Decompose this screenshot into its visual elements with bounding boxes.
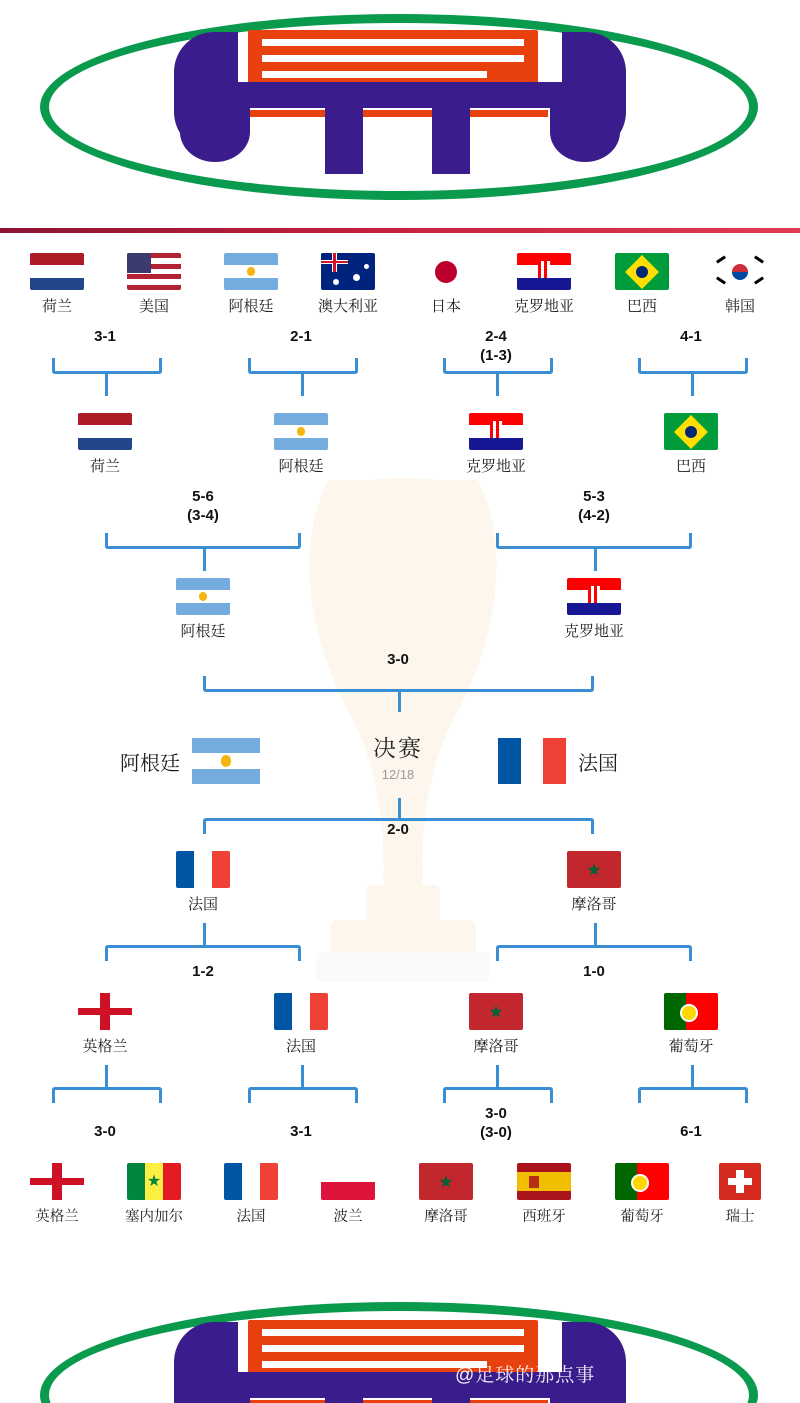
team-netherlands-r16: 荷兰 <box>7 253 107 316</box>
team-spain-r16: 西班牙 <box>494 1163 594 1226</box>
flag-portugal-icon <box>615 1163 669 1200</box>
team-croatia-qf: 克罗地亚 <box>446 413 546 476</box>
score-sf-bottom: 2-0 <box>387 821 409 838</box>
connector-r16-4 <box>638 358 748 374</box>
connector-stem-8 <box>398 798 401 818</box>
flag-usa-icon <box>127 253 181 290</box>
final-team-left <box>120 738 260 784</box>
connector-r16-2 <box>248 358 358 374</box>
team-argentina-r16: 阿根廷 <box>201 253 301 316</box>
team-netherlands-qf: 荷兰 <box>55 413 155 476</box>
score-r16-7: 3-0 (3-0) <box>480 1105 512 1141</box>
team-portugal-r16: 葡萄牙 <box>592 1163 692 1226</box>
team-australia-r16: 澳大利亚 <box>298 253 398 316</box>
connector-qf-1 <box>105 533 301 549</box>
watermark-text: @足球的那点事 <box>455 1365 596 1386</box>
connector-stem-2 <box>301 374 304 396</box>
connector-r16-8 <box>638 1087 748 1103</box>
connector-stem-10 <box>594 923 597 945</box>
team-south-korea-r16: 韩国 <box>690 253 790 316</box>
flag-netherlands-icon <box>78 413 132 450</box>
connector-r16-7 <box>443 1087 553 1103</box>
connector-stem-11 <box>105 1065 108 1087</box>
team-senegal-r16: ★ 塞内加尔 <box>104 1163 204 1226</box>
score-qf-3: 1-2 <box>192 963 214 980</box>
logo-mark-icon <box>170 1314 630 1403</box>
team-france-sf: 法国 <box>153 851 253 914</box>
team-croatia-r16: 克罗地亚 <box>494 253 594 316</box>
team-japan-r16: 日本 <box>396 253 496 316</box>
score-r16-8: 6-1 <box>680 1123 702 1140</box>
team-usa-r16: 美国 <box>104 253 204 316</box>
connector-stem-5 <box>203 549 206 571</box>
flag-netherlands-icon <box>30 253 84 290</box>
connector-stem-1 <box>105 374 108 396</box>
score-sf-top: 3-0 <box>387 651 409 668</box>
flag-south-korea-icon <box>713 253 767 290</box>
team-argentina-sf: 阿根廷 <box>153 578 253 641</box>
final-team-right <box>498 738 618 784</box>
flag-switzerland-icon <box>719 1163 761 1200</box>
team-brazil-qf: 巴西 <box>641 413 741 476</box>
connector-stem-7 <box>398 692 401 712</box>
score-r16-5: 3-0 <box>94 1123 116 1140</box>
flag-brazil-icon <box>615 253 669 290</box>
team-poland-r16: 波兰 <box>298 1163 398 1226</box>
team-france-r16: 法国 <box>201 1163 301 1226</box>
final-left-name: 阿根廷 <box>120 752 180 775</box>
connector-r16-6 <box>248 1087 358 1103</box>
connector-stem-14 <box>691 1065 694 1087</box>
flag-croatia-icon <box>469 413 523 450</box>
connector-qf-2 <box>496 533 692 549</box>
score-r16-3: 2-4 (1-3) <box>480 328 512 364</box>
team-england-r16: 英格兰 <box>7 1163 107 1226</box>
flag-france-icon <box>274 993 328 1030</box>
team-england-qf: 英格兰 <box>55 993 155 1056</box>
connector-stem-6 <box>594 549 597 571</box>
team-france-qf: 法国 <box>251 993 351 1056</box>
flag-brazil-icon <box>664 413 718 450</box>
flag-england-icon <box>30 1163 84 1200</box>
team-croatia-sf: 克罗地亚 <box>544 578 644 641</box>
flag-morocco-icon: ★ <box>419 1163 473 1200</box>
team-morocco-qf: ★ 摩洛哥 <box>446 993 546 1056</box>
connector-r16-5 <box>52 1087 162 1103</box>
flag-argentina-icon <box>176 578 230 615</box>
flag-france-icon <box>498 738 566 784</box>
score-qf-1: 5-6 (3-4) <box>187 488 219 524</box>
flag-morocco-icon: ★ <box>469 993 523 1030</box>
tournament-bracket <box>0 233 800 1290</box>
team-argentina-qf: 阿根廷 <box>251 413 351 476</box>
footer-logo-band <box>0 1290 800 1403</box>
connector-r16-1 <box>52 358 162 374</box>
logo-mark-icon <box>170 24 630 174</box>
score-r16-6: 3-1 <box>290 1123 312 1140</box>
team-portugal-qf: 葡萄牙 <box>641 993 741 1056</box>
connector-r16-3 <box>443 358 553 374</box>
flag-morocco-icon: ★ <box>567 851 621 888</box>
connector-qf-3 <box>105 945 301 961</box>
team-brazil-r16: 巴西 <box>592 253 692 316</box>
connector-stem-13 <box>496 1065 499 1087</box>
team-morocco-r16: ★ 摩洛哥 <box>396 1163 496 1226</box>
flag-argentina-icon <box>274 413 328 450</box>
score-r16-4: 4-1 <box>680 328 702 345</box>
score-r16-2: 2-1 <box>290 328 312 345</box>
score-qf-4: 1-0 <box>583 963 605 980</box>
final-right-name: 法国 <box>578 752 618 775</box>
connector-stem-12 <box>301 1065 304 1087</box>
connector-stem-3 <box>496 374 499 396</box>
header-logo-band <box>0 0 800 215</box>
team-switzerland-r16: 瑞士 <box>690 1163 790 1226</box>
flag-england-icon <box>78 993 132 1030</box>
flag-spain-icon <box>517 1163 571 1200</box>
flag-japan-icon <box>419 253 473 290</box>
flag-australia-icon <box>321 253 375 290</box>
flag-croatia-icon <box>567 578 621 615</box>
flag-argentina-icon <box>192 738 260 784</box>
final-label: 决赛 12/18 <box>373 735 423 782</box>
flag-argentina-icon <box>224 253 278 290</box>
flag-croatia-icon <box>517 253 571 290</box>
connector-qf-4 <box>496 945 692 961</box>
score-r16-1: 3-1 <box>94 328 116 345</box>
score-qf-2: 5-3 (4-2) <box>578 488 610 524</box>
connector-sf-top <box>203 676 594 692</box>
flag-france-icon <box>176 851 230 888</box>
connector-stem-9 <box>203 923 206 945</box>
connector-stem-4 <box>691 374 694 396</box>
flag-france-icon <box>224 1163 278 1200</box>
flag-senegal-icon: ★ <box>127 1163 181 1200</box>
flag-portugal-icon <box>664 993 718 1030</box>
flag-poland-icon <box>321 1163 375 1200</box>
team-morocco-sf: ★ 摩洛哥 <box>544 851 644 914</box>
